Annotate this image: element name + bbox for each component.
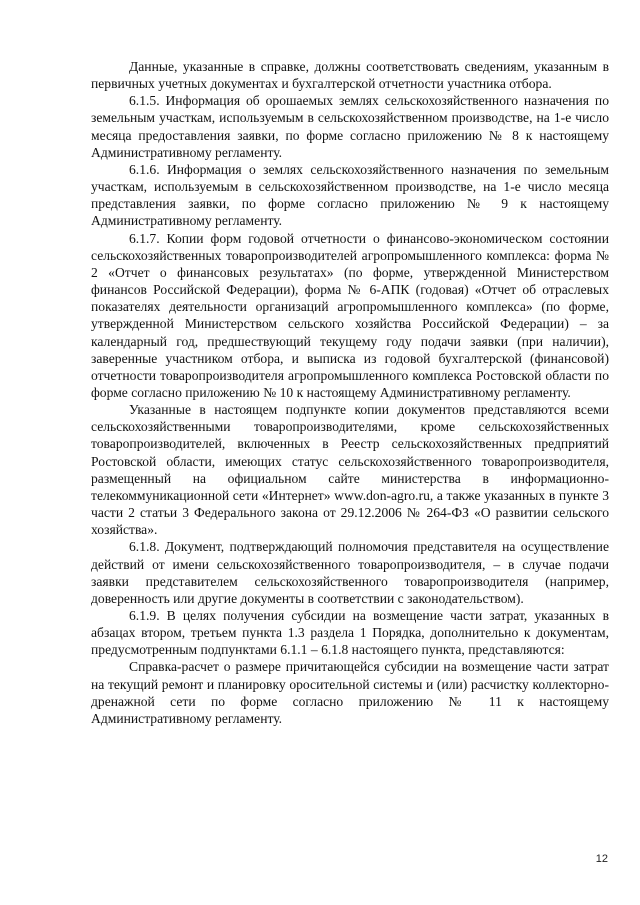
paragraph-copies-note: Указанные в настоящем подпункте копии документов представляются всеми сельскохозяйственными товаропроизводителями, кроме сельскохозяйственных товаропроизводителей, включенных в Реестр сельскохозяйственных предприятий Ростовской области, имеющих статус сельскохозяйственного товаропроизводителя, размещенный на официальном сайте министерства в информационно-телекоммуникационной сети «Интернет» www.don-agro.ru, а также указанных в пункте 3 части 2 статьи 3 Федерального закона от 29.12.2006 № 264-ФЗ «О развитии сельского хозяйства». <box>91 402 609 538</box>
paragraph-6-1-8: 6.1.8. Документ, подтверждающий полномочия представителя на осуществление действий от имени сельскохозяйственного товаропроизводителя, – в случае подачи заявки представителем сельскохозяйственного товаропроизводителя (например, доверенность или другие документы в соответствии с законодательством). <box>91 539 609 606</box>
paragraph-6-1-7: 6.1.7. Копии форм годовой отчетности о финансово-экономическом состоянии сельскохозяйственных товаропроизводителей агропромышленного комплекса: форма № 2 «Отчет о финансовых результатах» (по форме, утвержденной Министерством финансов Российской Федерации), форма № 6-АПК (годовая) «Отчет об отраслевых показателях деятельности организаций агропромышленного комплекса» (по форме, утвержденной Министерством сельского хозяйства Российской Федерации) – за календарный год, предшествующий текущему году подачи заявки (при наличии), заверенные участником отбора, и выписка из годовой бухгалтерской (финансовой) отчетности товаропроизводителя агропромышленного комплекса Ростовской области по форме согласно приложению № 10 к настоящему Административному регламенту. <box>91 230 609 400</box>
paragraph-calculation-certificate: Справка-расчет о размере причитающейся субсидии на возмещение части затрат на текущий ремонт и планировку оросительной системы и (или) расчистку коллекторно-дренажной сети по форме согласно приложению № 11 к настоящему Административному регламенту. <box>91 659 609 726</box>
page-number: 12 <box>595 853 608 865</box>
document-body <box>91 58 609 727</box>
paragraph-6-1-5: 6.1.5. Информация об орошаемых землях сельскохозяйственного назначения по земельным участкам, используемым в сельскохозяйственном производстве, на 1-е число месяца предоставления заявки, по форме согласно приложению № 8 к настоящему Административному регламенту. <box>91 93 609 160</box>
paragraph-report-data-requirement: Данные, указанные в справке, должны соответствовать сведениям, указанным в первичных учетных документах и бухгалтерской отчетности участника отбора. <box>91 59 609 92</box>
paragraph-6-1-9: 6.1.9. В целях получения субсидии на возмещение части затрат, указанных в абзацах втором, третьем пункта 1.3 раздела 1 Порядка, дополнительно к документам, предусмотренным подпунктами 6.1.1 – 6.1.8 настоящего пункта, представляются: <box>91 608 609 658</box>
paragraph-6-1-6: 6.1.6. Информация о землях сельскохозяйственного назначения по земельным участкам, используемым в сельскохозяйственном производстве, на 1-е число месяца представления заявки, по форме согласно приложению № 9 к настоящему Административному регламенту. <box>91 161 609 229</box>
